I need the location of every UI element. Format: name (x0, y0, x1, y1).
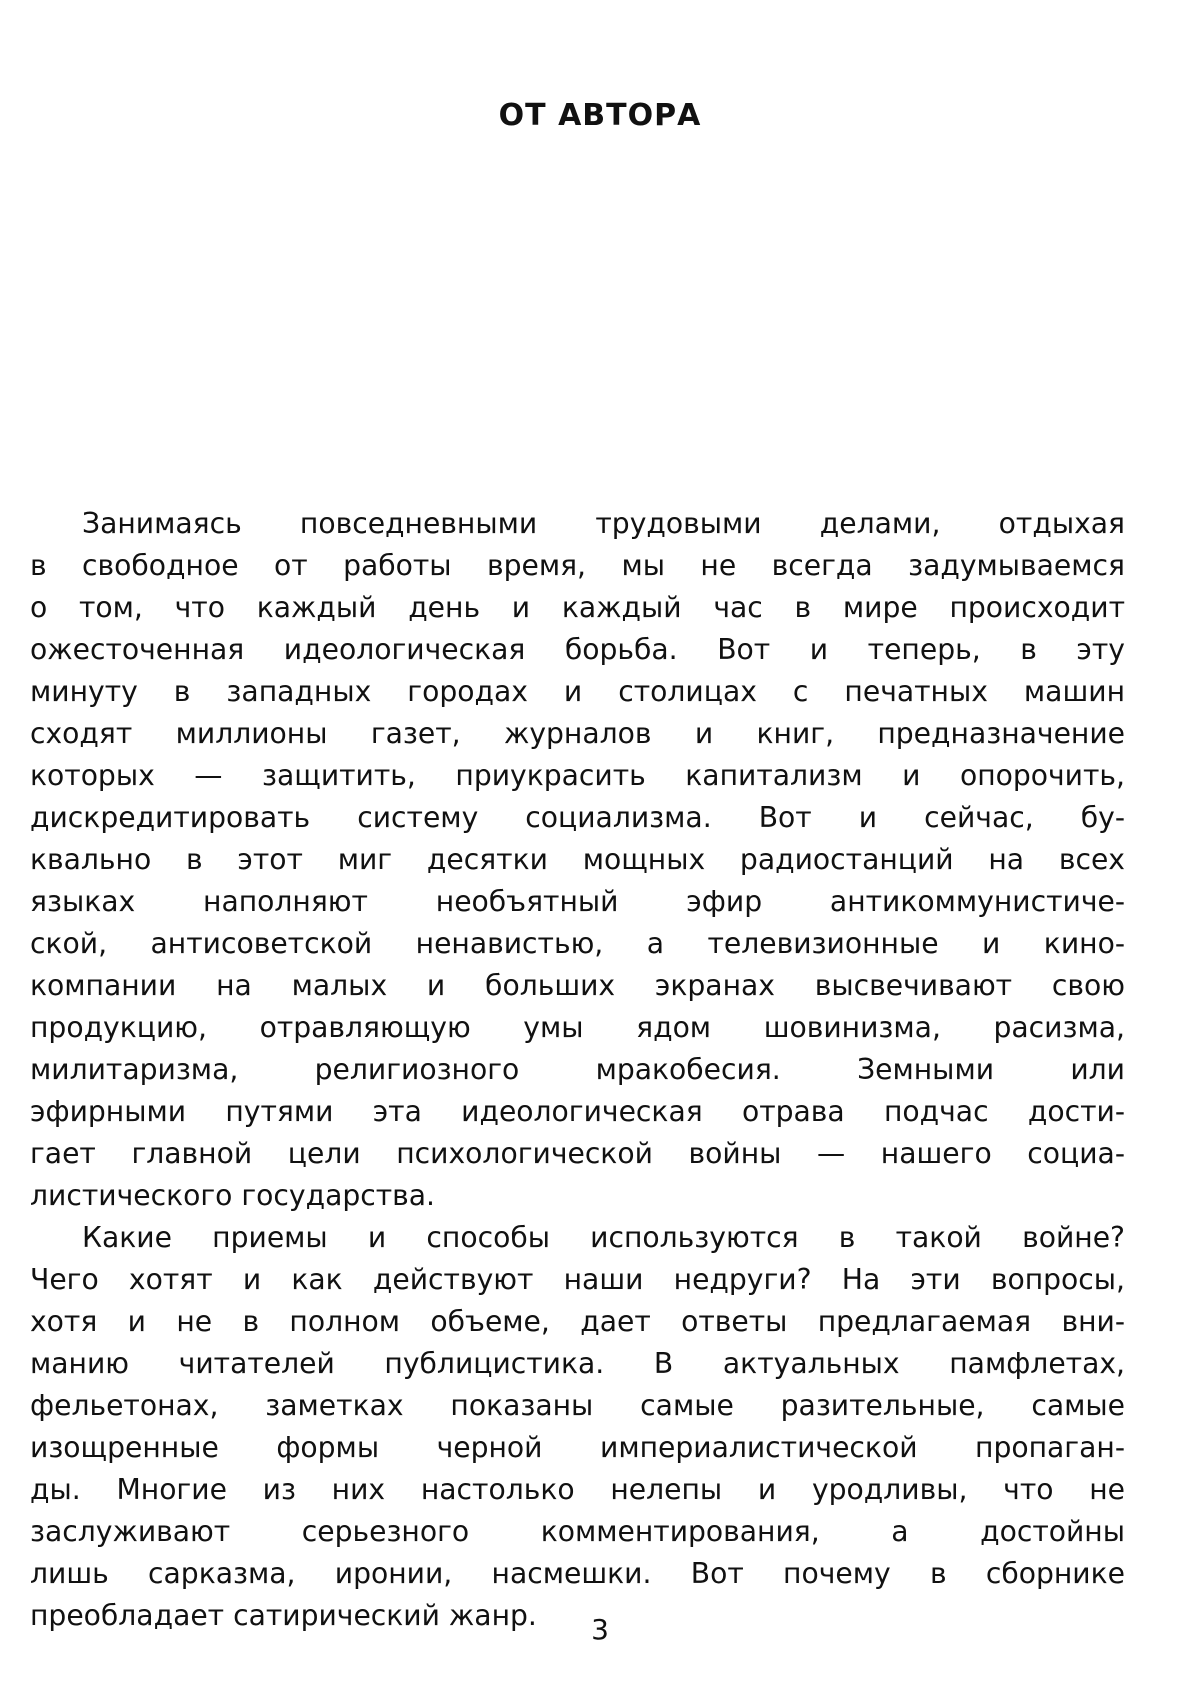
text-line: продукцию, отравляющую умы ядом шовинизма, расизма, (30, 1011, 1125, 1044)
text-line: о том, что каждый день и каждый час в мире происходит (30, 591, 1125, 624)
text-line: минуту в западных городах и столицах с печатных машин (30, 675, 1125, 708)
text-line: заслуживают серьезного комментирования, а достойны (30, 1515, 1125, 1548)
text-line: в свободное от работы время, мы не всегда задумываемся (30, 549, 1125, 582)
text-line: сходят миллионы газет, журналов и книг, предназначение (30, 717, 1125, 750)
text-line: лишь сарказма, иронии, насмешки. Вот почему в сборнике (30, 1557, 1125, 1590)
text-line: ской, антисоветской ненавистью, а телевизионные и кино- (30, 927, 1125, 960)
text-line: языках наполняют необъятный эфир антикоммунистиче- (30, 885, 1125, 918)
body-text (30, 503, 1125, 1637)
text-line: Занимаясь повседневными трудовыми делами, отдыхая (82, 507, 1125, 540)
text-line: манию читателей публицистика. В актуальных памфлетах, (30, 1347, 1125, 1380)
text-line: Чего хотят и как действуют наши недруги? На эти вопросы, (30, 1263, 1125, 1296)
page-number: 3 (591, 1613, 609, 1646)
text-line: изощренные формы черной империалистической пропаган- (30, 1431, 1125, 1464)
text-line: ожесточенная идеологическая борьба. Вот и теперь, в эту (30, 633, 1125, 666)
text-line: которых — защитить, приукрасить капитализм и опорочить, (30, 759, 1125, 792)
text-line: Какие приемы и способы используются в такой войне? (82, 1221, 1125, 1254)
page-heading: ОТ АВТОРА (498, 98, 702, 133)
text-line: ды. Многие из них настолько нелепы и уродливы, что не (30, 1473, 1125, 1506)
text-line: преобладает сатирический жанр. (30, 1599, 537, 1632)
text-line: квально в этот миг десятки мощных радиостанций на всех (30, 843, 1125, 876)
text-line: дискредитировать систему социализма. Вот и сейчас, бу- (30, 801, 1125, 834)
text-line: листического государства. (30, 1179, 436, 1212)
text-line: эфирными путями эта идеологическая отрава подчас дости- (30, 1095, 1125, 1128)
text-line: милитаризма, религиозного мракобесия. Земными или (30, 1053, 1125, 1086)
text-line: компании на малых и больших экранах высвечивают свою (30, 969, 1125, 1002)
text-line: фельетонах, заметках показаны самые разительные, самые (30, 1389, 1125, 1422)
text-line: хотя и не в полном объеме, дает ответы предлагаемая вни- (30, 1305, 1125, 1338)
text-line: гает главной цели психологической войны — нашего социа- (30, 1137, 1125, 1170)
